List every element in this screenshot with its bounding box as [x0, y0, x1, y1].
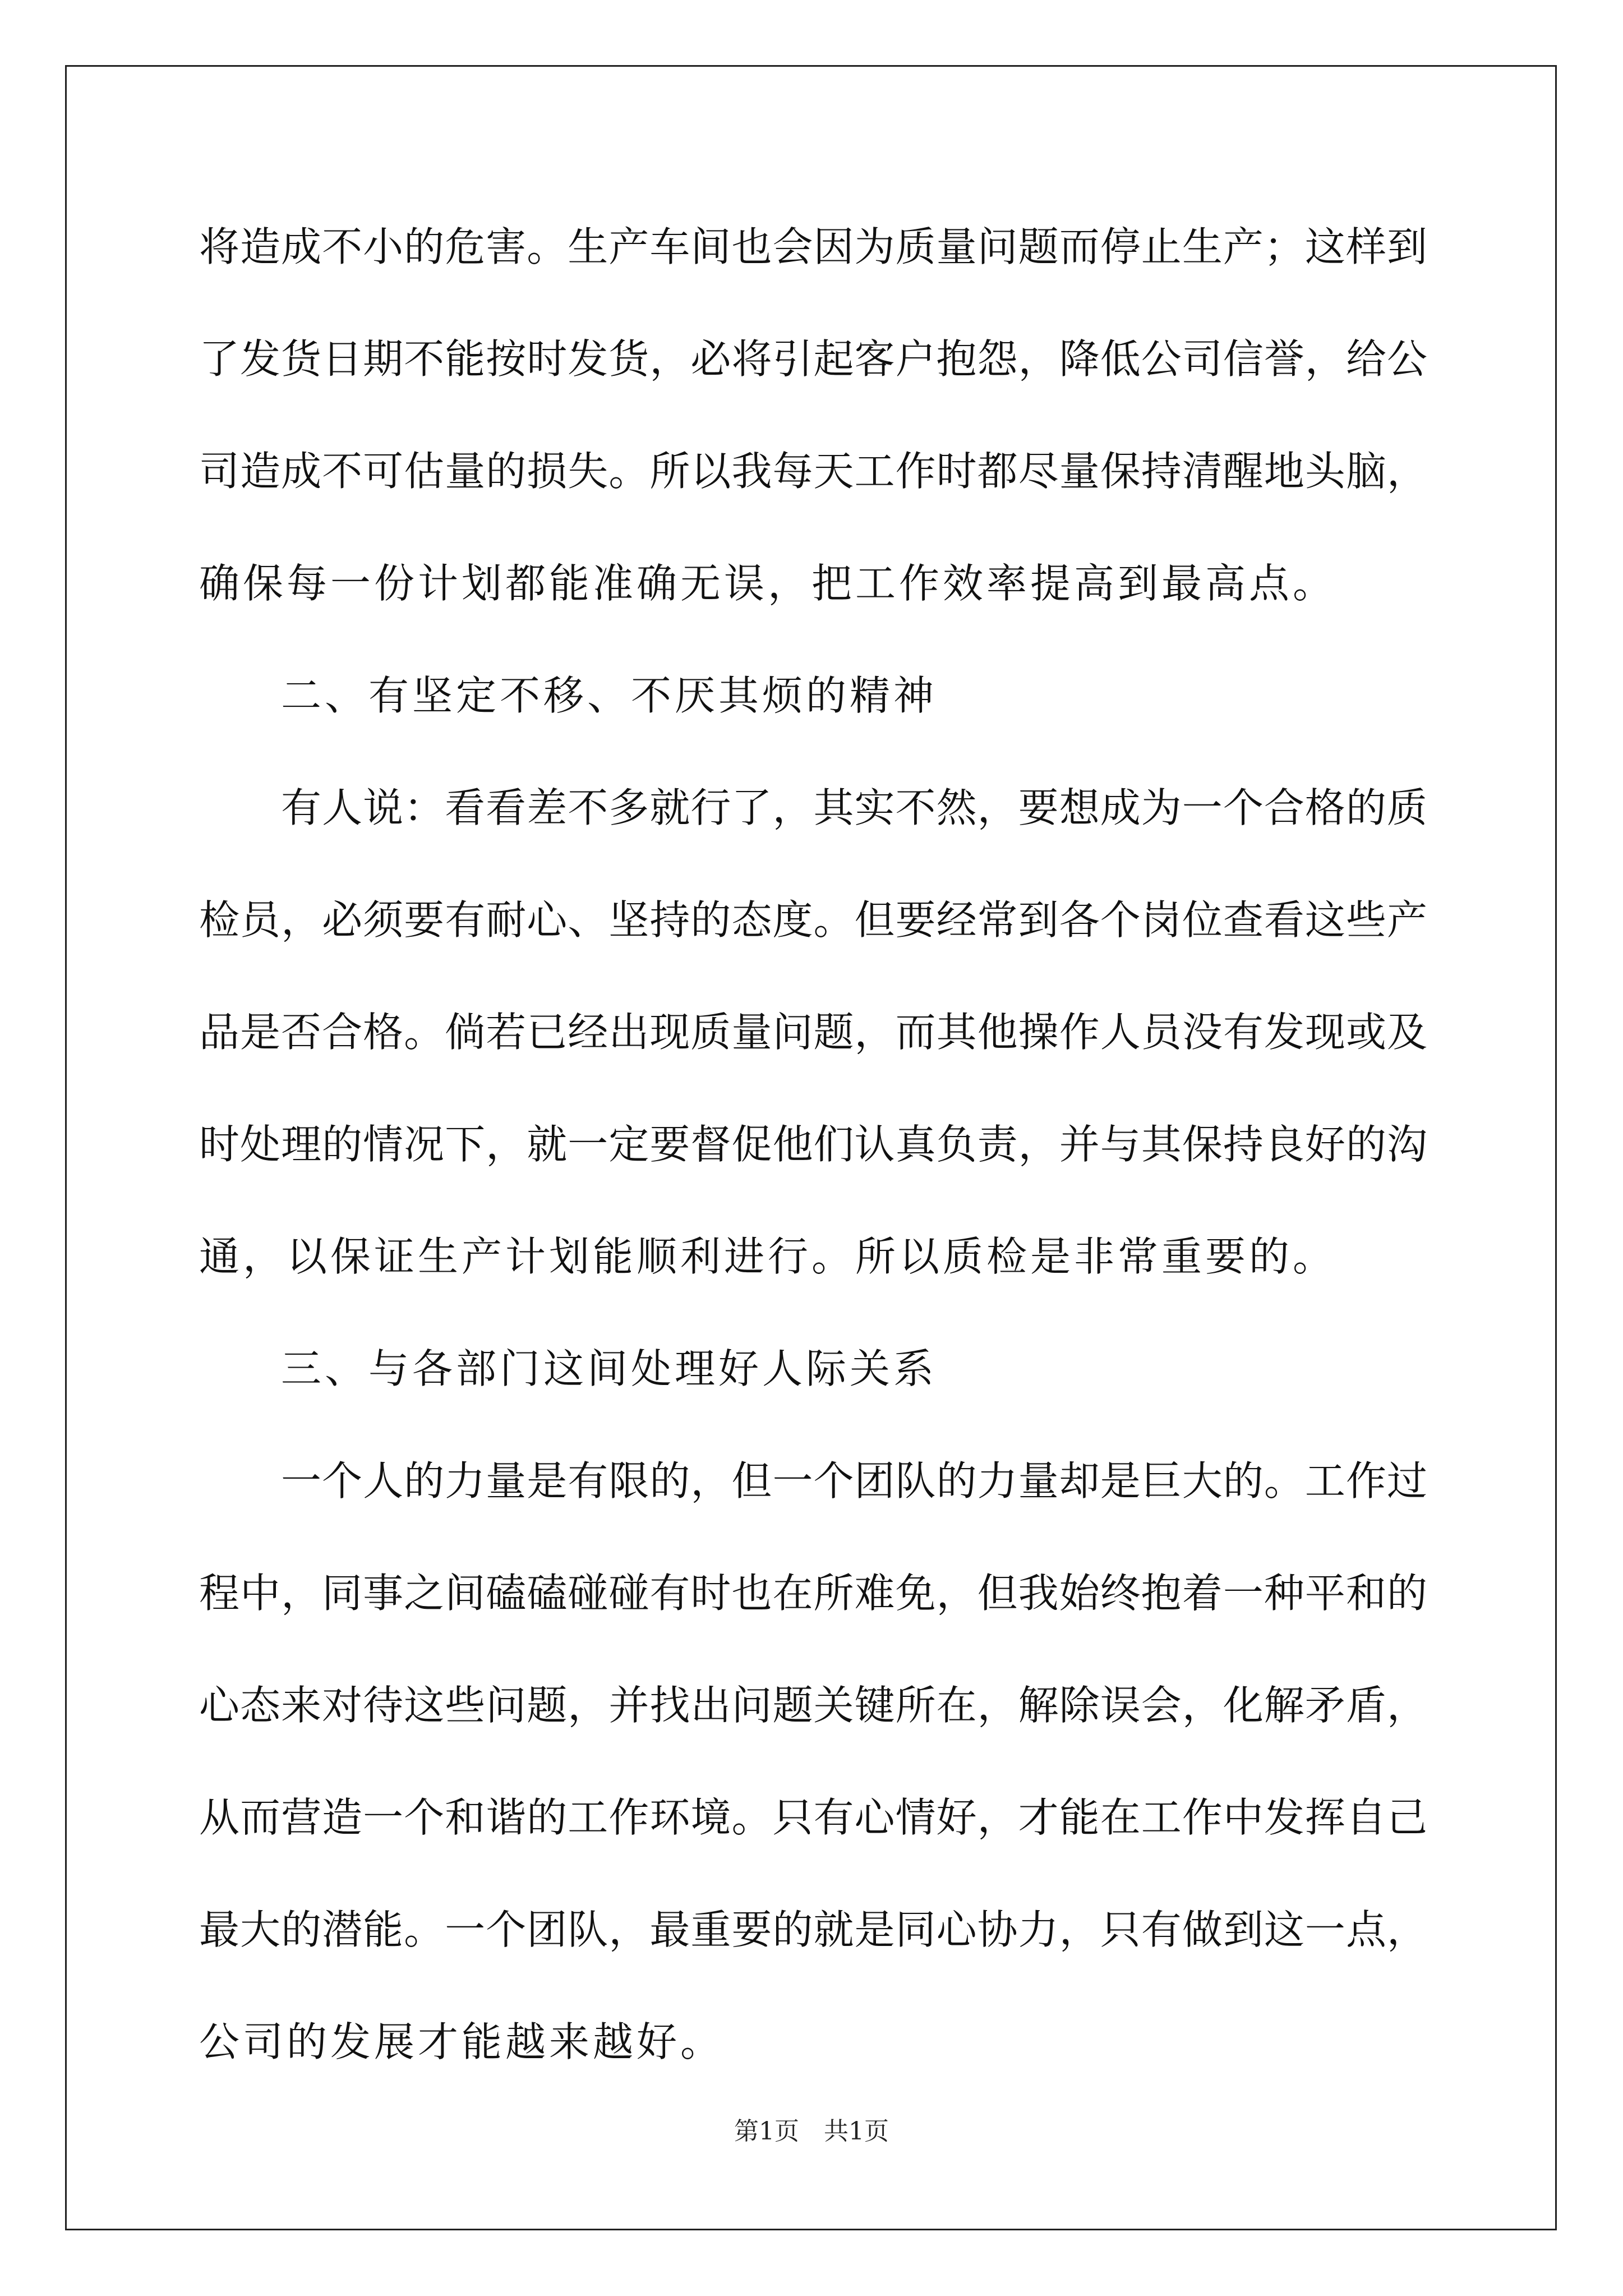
paragraph-line: 检员，必须要有耐心、坚持的态度。但要经常到各个岗位查看这些产	[199, 896, 1427, 944]
paragraph-line: 品是否合格。倘若已经出现质量问题，而其他操作人员没有发现或及	[199, 1009, 1427, 1056]
paragraph-line: 了发货日期不能按时发货，必将引起客户抱怨，降低公司信誉，给公	[199, 335, 1427, 383]
paragraph-line: 一个人的力量是有限的，但一个团队的力量却是巨大的。工作过	[281, 1457, 1427, 1504]
paragraph-line: 公司的发展才能越来越好。	[199, 2018, 725, 2065]
section-heading: 二、有坚定不移、不厌其烦的精神	[281, 672, 938, 719]
page-number: 第1页 共1页	[734, 2117, 889, 2146]
paragraph-line: 从而营造一个和谐的工作环境。只有心情好，才能在工作中发挥自己	[199, 1794, 1427, 1841]
paragraph-line: 最大的潜能。一个团队，最重要的就是同心协力，只有做到这一点，	[199, 1906, 1427, 1953]
paragraph-line: 心态来对待这些问题，并找出问题关键所在，解除误会，化解矛盾，	[199, 1682, 1427, 1729]
paragraph-line: 有人说：看看差不多就行了，其实不然，要想成为一个合格的质	[281, 784, 1427, 831]
paragraph-line: 司造成不可估量的损失。所以我每天工作时都尽量保持清醒地头脑，	[199, 448, 1427, 495]
paragraph-line: 时处理的情况下，就一定要督促他们认真负责，并与其保持良好的沟	[199, 1121, 1427, 1168]
paragraph-line: 将造成不小的危害。生产车间也会因为质量问题而停止生产；这样到	[199, 223, 1427, 270]
section-heading: 三、与各部门这间处理好人际关系	[281, 1345, 938, 1392]
paragraph-line: 通，以保证生产计划能顺利进行。所以质检是非常重要的。	[199, 1233, 1337, 1280]
paragraph-line: 确保每一份计划都能准确无误，把工作效率提高到最高点。	[199, 560, 1337, 607]
paragraph-line: 程中，同事之间磕磕碰碰有时也在所难免，但我始终抱着一种平和的	[199, 1570, 1427, 1617]
